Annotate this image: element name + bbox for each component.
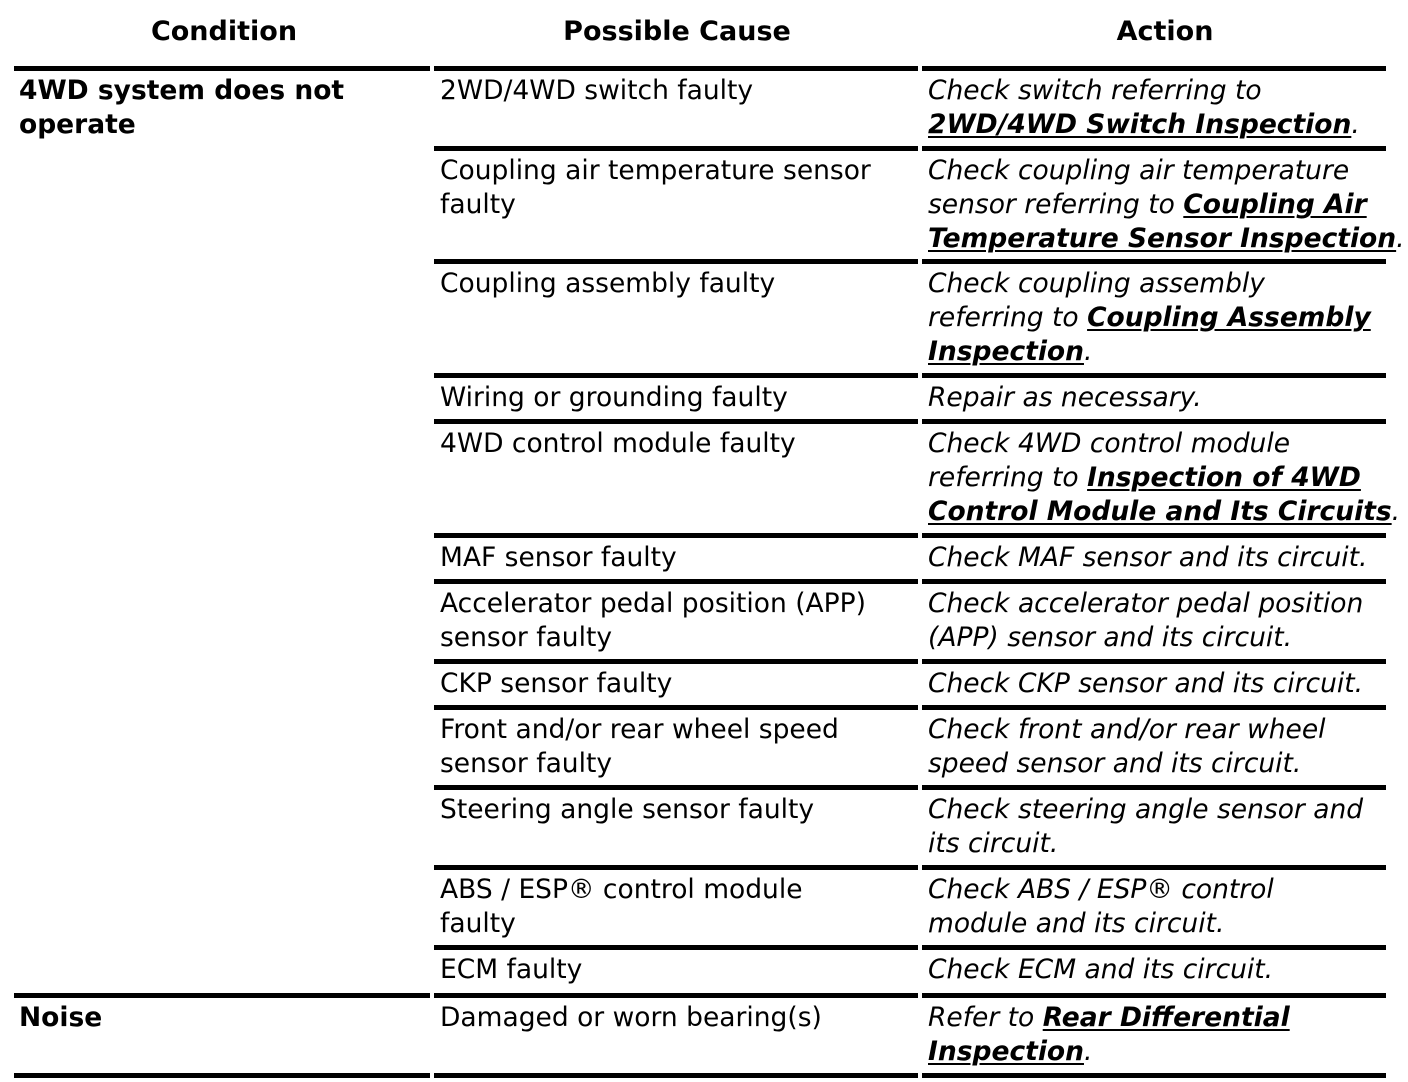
action-cell [928, 74, 1360, 142]
action-line [928, 793, 1363, 827]
action-text: (APP) sensor and its circuit. [928, 622, 1293, 653]
action-line [928, 953, 1273, 987]
condition-cell [19, 74, 344, 142]
row-rule [922, 785, 1386, 790]
cause-cell [440, 381, 788, 415]
action-line [928, 108, 1360, 142]
row-rule [434, 785, 918, 790]
action-line [928, 827, 1363, 861]
row-rule [434, 146, 918, 151]
bottom-rule [922, 1073, 1386, 1078]
action-line [928, 74, 1360, 108]
action-text: Check switch referring to [928, 75, 1262, 106]
action-text: Check accelerator pedal position [928, 588, 1364, 619]
action-text: Check coupling air temperature [928, 155, 1350, 186]
row-rule [922, 579, 1386, 584]
condition-cell [19, 1001, 102, 1035]
bottom-rule [14, 1073, 430, 1078]
bottom-rule [434, 1073, 918, 1078]
cause-cell [440, 587, 866, 655]
cause-line: MAF sensor faulty [440, 542, 677, 573]
row-rule [922, 533, 1386, 538]
inspection-link[interactable]: Rear Differential [1042, 1002, 1290, 1033]
inspection-link[interactable]: Inspection [928, 1036, 1084, 1067]
cause-line: faulty [440, 908, 516, 939]
cause-cell [440, 793, 814, 827]
action-cell [928, 541, 1367, 575]
row-rule [922, 66, 1386, 71]
action-line [928, 541, 1367, 575]
cause-line: 2WD/4WD switch faulty [440, 75, 754, 106]
cause-cell [440, 1001, 822, 1035]
row-rule [434, 993, 918, 998]
cause-line: Accelerator pedal position (APP) [440, 588, 866, 619]
inspection-link[interactable]: Control Module and Its Circuits [928, 496, 1392, 527]
cause-line: Front and/or rear wheel speed [440, 714, 839, 745]
cause-line: Coupling air temperature sensor [440, 155, 871, 186]
action-text: module and its circuit. [928, 908, 1225, 939]
action-text: its circuit. [928, 828, 1059, 859]
condition-line: 4WD system does not [19, 75, 345, 106]
header-action: Action [1116, 16, 1214, 47]
cause-cell [440, 74, 753, 108]
cause-line: Damaged or worn bearing(s) [440, 1002, 822, 1033]
row-rule [922, 419, 1386, 424]
row-rule [434, 579, 918, 584]
action-cell [928, 953, 1273, 987]
cause-line: Coupling assembly faulty [440, 268, 776, 299]
action-line [928, 621, 1363, 655]
row-rule [922, 373, 1386, 378]
header-possible-cause: Possible Cause [563, 16, 791, 47]
cause-line: Steering angle sensor faulty [440, 794, 815, 825]
cause-cell [440, 667, 672, 701]
inspection-link[interactable]: 2WD/4WD Switch Inspection [928, 109, 1352, 140]
action-cell [928, 267, 1371, 369]
action-text: Check MAF sensor and its circuit. [928, 542, 1368, 573]
action-line [928, 335, 1371, 369]
cause-line: Wiring or grounding faulty [440, 382, 788, 413]
action-text: . [1083, 336, 1093, 367]
row-rule [922, 259, 1386, 264]
action-text: referring to [928, 462, 1088, 493]
action-text: Check steering angle sensor and [928, 794, 1364, 825]
action-cell [928, 873, 1274, 941]
action-cell [928, 587, 1363, 655]
action-text: Check coupling assembly [928, 268, 1265, 299]
row-rule [434, 705, 918, 710]
action-line [928, 188, 1405, 222]
action-line [928, 381, 1202, 415]
row-rule [434, 259, 918, 264]
condition-rule [14, 66, 430, 71]
action-cell [928, 1001, 1290, 1069]
cause-line: ABS / ESP® control module [440, 874, 803, 905]
action-cell [928, 381, 1202, 415]
inspection-link[interactable]: Coupling Assembly [1087, 302, 1371, 333]
row-rule [434, 659, 918, 664]
action-text: Check ECM and its circuit. [928, 954, 1274, 985]
action-text: Refer to [928, 1002, 1043, 1033]
header-condition: Condition [150, 16, 298, 47]
action-text: Check front and/or rear wheel [928, 714, 1326, 745]
cause-line: sensor faulty [440, 748, 613, 779]
cause-line: CKP sensor faulty [440, 668, 673, 699]
action-line [928, 587, 1363, 621]
cause-line: faulty [440, 189, 516, 220]
row-rule [922, 945, 1386, 950]
cause-cell [440, 154, 871, 222]
action-line [928, 461, 1400, 495]
row-rule [434, 419, 918, 424]
action-text: sensor referring to [928, 189, 1184, 220]
action-text: . [1351, 109, 1360, 140]
row-rule [434, 66, 918, 71]
row-rule [922, 705, 1386, 710]
action-line [928, 1035, 1290, 1069]
action-line [928, 713, 1326, 747]
cause-line: ECM faulty [440, 954, 583, 985]
row-rule [922, 659, 1386, 664]
row-rule [922, 865, 1386, 870]
action-cell [928, 713, 1326, 781]
action-cell [928, 427, 1400, 529]
action-text: . [1396, 223, 1405, 254]
action-text: . [1391, 496, 1401, 527]
action-line [928, 873, 1274, 907]
cause-cell [440, 267, 775, 301]
action-line [928, 301, 1371, 335]
row-rule [922, 993, 1386, 998]
action-line [928, 495, 1400, 529]
row-rule [434, 945, 918, 950]
action-text: speed sensor and its circuit. [928, 748, 1302, 779]
action-text: referring to [928, 302, 1088, 333]
action-line [928, 154, 1405, 188]
cause-line: 4WD control module faulty [440, 428, 796, 459]
action-line [928, 427, 1400, 461]
action-cell [928, 793, 1363, 861]
condition-line: Noise [19, 1002, 103, 1033]
condition-line: operate [19, 109, 136, 140]
action-cell [928, 154, 1405, 256]
cause-cell [440, 427, 796, 461]
action-line [928, 267, 1371, 301]
cause-cell [440, 541, 677, 575]
cause-cell [440, 873, 803, 941]
action-text: Check CKP sensor and its circuit. [928, 668, 1364, 699]
action-line [928, 907, 1274, 941]
action-text: Check 4WD control module [928, 428, 1291, 459]
action-cell [928, 667, 1363, 701]
row-rule [434, 533, 918, 538]
condition-rule [14, 993, 430, 998]
action-line [928, 222, 1405, 256]
action-text: Repair as necessary. [928, 382, 1202, 413]
action-text: . [1083, 1036, 1093, 1067]
inspection-link[interactable]: Coupling Air [1183, 189, 1367, 220]
inspection-link[interactable]: Inspection of 4WD [1087, 462, 1361, 493]
row-rule [922, 146, 1386, 151]
action-text: Check ABS / ESP® control [928, 874, 1274, 905]
row-rule [434, 373, 918, 378]
cause-cell [440, 713, 839, 781]
inspection-link[interactable]: Inspection [928, 336, 1084, 367]
action-line [928, 747, 1326, 781]
inspection-link[interactable]: Temperature Sensor Inspection [928, 223, 1397, 254]
action-line [928, 667, 1363, 701]
cause-cell [440, 953, 582, 987]
action-line [928, 1001, 1290, 1035]
cause-line: sensor faulty [440, 622, 613, 653]
row-rule [434, 865, 918, 870]
